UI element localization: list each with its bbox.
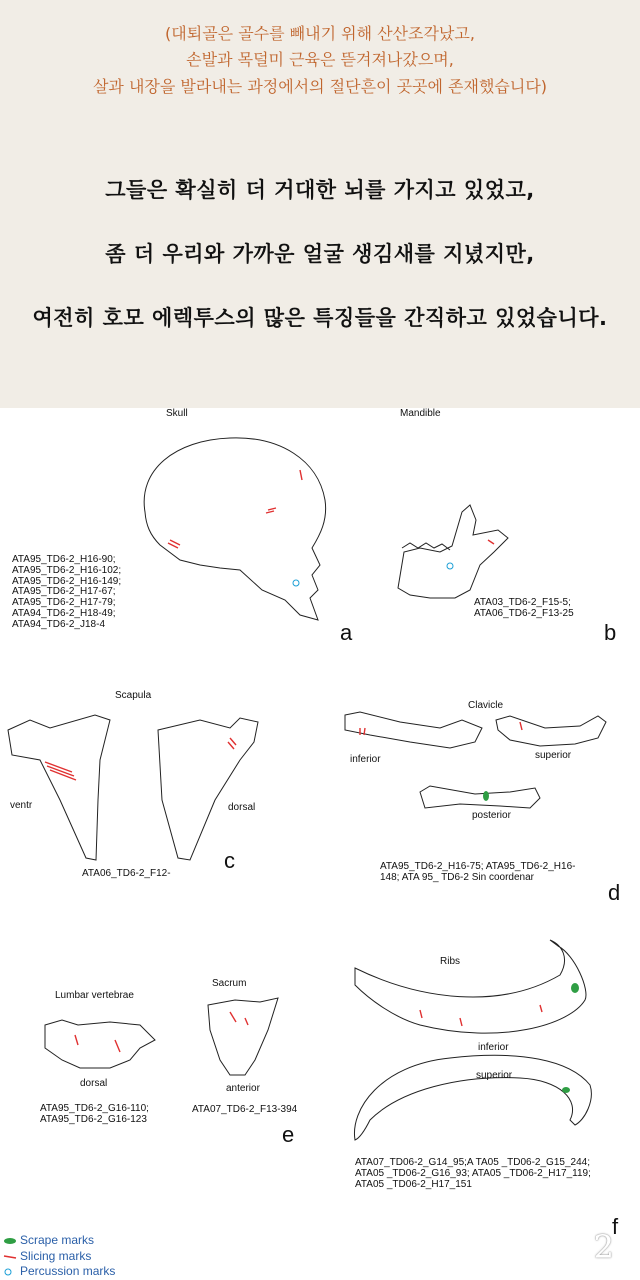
sacrum-outline [208,998,278,1075]
clavicle-posterior-label: posterior [472,810,511,821]
panel-a: a [340,620,353,645]
ribs-title: Ribs [440,956,461,967]
panel-b: b [604,620,617,645]
mandible-title: Mandible [400,408,441,419]
panel-d: d [608,880,621,905]
page-number: 2 [593,1228,614,1266]
ribs-inferior-label: inferior [478,1042,509,1053]
clavicle-superior-outline [496,716,606,746]
scapula-dorsal-label: dorsal [228,802,256,813]
skull-title: Skull [166,408,188,419]
main-line-3: 여전히 호모 에렉투스의 많은 특징들을 간직하고 있었습니다. [32,306,608,330]
clavicle-inferior-label: inferior [350,754,381,765]
note-line-1: (대퇴골은 골수를 빼내기 위해 산산조각났고, [165,24,475,43]
lumbar-vertebra-outline [45,1020,155,1068]
percussion-legend-icon [5,1269,11,1275]
note-line-2: 손발과 목덜미 근육은 뜯겨져나갔으며, [186,50,454,69]
clavicle-superior-label: superior [535,750,572,761]
mandible-codes: ATA03_TD6-2_F15-5; ATA06_TD6-2_F13-25 [474,597,574,619]
vertebrae-title: Lumbar vertebrae [55,990,134,1001]
panel-c: c [224,848,235,873]
main-line-1: 그들은 확실히 더 거대한 뇌를 가지고 있었고, [105,178,535,202]
panel-f: f [612,1214,619,1239]
clavicle-posterior-outline [420,786,540,808]
ribs-codes: ATA07_TD06-2_G14_95;A TA05 _TD06-2_G15_244; ATA05 _TD06-2_G16_93; ATA05 _TD06-2_H17_119; ATA05 _TD06-2_H17_151 [355,1157,591,1190]
ribs-superior-label: superior [476,1070,513,1081]
scapula-ventral-outline [8,715,110,860]
scapula-codes: ATA06_TD6-2_F12- [82,868,171,879]
sacrum-anterior-label: anterior [226,1083,260,1094]
legend-scrape [20,1233,94,1247]
rib-inferior-outline [355,940,586,1033]
legend-percussion [20,1264,115,1278]
percussion-marks [293,563,453,586]
legend-slicing [20,1249,91,1263]
scrape-legend-icon [4,1238,16,1244]
vertebrae-codes: ATA95_TD6-2_G16-110; ATA95_TD6-2_G16-123 [40,1103,149,1125]
legend-percussion-label: Percussion marks [20,1264,116,1278]
text-header [0,0,640,408]
scapula-dorsal-outline [158,718,258,860]
legend-slicing-label: Slicing marks [20,1249,92,1263]
skull-outline [144,438,325,620]
note-line-3: 살과 내장을 발라내는 과정에서의 절단흔이 곳곳에 존재했습니다) [92,77,548,96]
main-line-2: 좀 더 우리와 가까운 얼굴 생김새를 지녔지만, [105,242,535,266]
vertebrae-dorsal-label: dorsal [80,1078,108,1089]
clavicle-codes: ATA95_TD6-2_H16-75; ATA95_TD6-2_H16- 148; ATA 95_ TD6-2 Sin coordenar [380,861,576,883]
scapula-ventr-label: ventr [10,800,33,811]
clavicle-inferior-outline [345,712,482,748]
slicing-legend-icon [4,1256,16,1258]
panel-e: e [282,1122,295,1147]
legend-scrape-label: Scrape marks [20,1233,95,1247]
skull-codes: ATA95_TD6-2_H16-90; ATA95_TD6-2_H16-102; ATA95_TD6-2_H16-149; ATA95_TD6-2_H17-67; ATA95_TD6-2_H17-79; ATA94_TD6-2_H18-49; ATA94_TD6-2_J18-4 [12,554,122,630]
rib-superior-outline [354,1055,591,1140]
sacrum-title: Sacrum [212,978,247,989]
scapula-title: Scapula [115,690,152,701]
cut-marks-figure [0,408,640,1280]
mandible-outline [398,505,508,598]
sacrum-codes: ATA07_TD6-2_F13-394 [192,1104,298,1115]
clavicle-title: Clavicle [468,700,504,711]
